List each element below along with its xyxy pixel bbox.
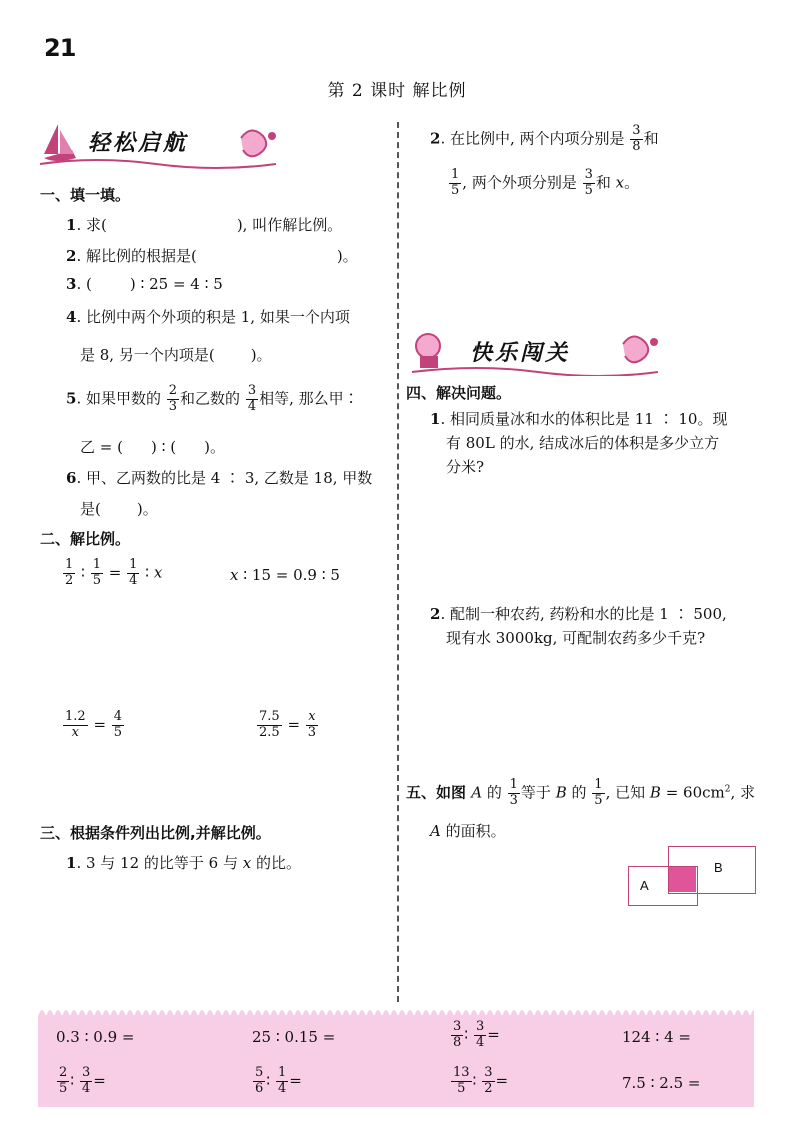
calc-7: $\frac{13}{5}$ ∶ $\frac{3}{2}$ = <box>453 1065 509 1096</box>
s3-q1: 1. 3 与 12 的比等于 6 与 x 的比。 <box>66 854 302 872</box>
s2-eq1: $\frac{1}{2}$ ∶ $\frac{1}{5}$ = $\frac{1}{4}$ ∶ x <box>65 557 163 588</box>
s1-q3: 3. ( ) ∶ 25 = 4 ∶ 5 <box>66 275 223 293</box>
s5-line2: A 的面积。 <box>430 822 506 840</box>
s2-eq2: x ∶ 15 = 0.9 ∶ 5 <box>230 566 340 584</box>
fraction: $\frac{2}{3}$ <box>168 383 178 414</box>
calc-1: 0.3 ∶ 0.9 = <box>56 1028 135 1046</box>
s4-q1-line3: 分米? <box>446 458 485 476</box>
calc-6: $\frac{5}{6}$ ∶ $\frac{1}{4}$ = <box>255 1065 302 1096</box>
s1-q4-line1: 4. 比例中两个外项的积是 1, 如果一个内项 <box>66 308 350 326</box>
label-b: B <box>714 860 723 875</box>
s5-line1: 五、如图 A 的 $\frac{1}{3}$ 等于 B 的 $\frac{1}{5}$ , 已知 $B = 60cm^2$, 求 <box>406 777 756 808</box>
calc-3: $\frac{3}{8}$ ∶ $\frac{3}{4}$ = <box>453 1019 500 1050</box>
s1-q5-line1: 5. 如果甲数的 $\frac{2}{3}$ 和乙数的 $\frac{3}{4}$ 相等, 那么甲∶ <box>66 383 359 414</box>
fraction: $\frac{3}{4}$ <box>247 383 257 414</box>
s1-q6-line2: 是( )。 <box>80 500 158 518</box>
s4-q1-line1: 1. 相同质量冰和水的体积比是 11 ∶ 10。现 <box>430 410 728 428</box>
s4-q2-line2: 现有水 3000kg, 可配制农药多少千克? <box>446 629 706 647</box>
s1-q2: 2. 解比例的根据是( )。 <box>66 247 358 265</box>
s4-q1-line2: 有 80L 的水, 结成冰后的体积是多少立方 <box>446 434 720 452</box>
calc-4: 124 ∶ 4 = <box>622 1028 691 1046</box>
banner-kuaile-title: 快乐闯关 <box>470 341 571 366</box>
s1-q5-line2: 乙 = ( ) ∶ ( )。 <box>80 438 225 456</box>
s3-q2-line1: 2. 在比例中, 两个内项分别是 $\frac{3}{8}$ 和 <box>430 123 659 154</box>
banner-kuaile <box>408 326 668 376</box>
calc-5: $\frac{2}{5}$ ∶ $\frac{3}{4}$ = <box>59 1065 106 1096</box>
label-a: A <box>640 878 649 893</box>
lesson-title: 第 2 课时 解比例 <box>327 81 467 101</box>
calc-2: 25 ∶ 0.15 = <box>252 1028 336 1046</box>
section-3-title: 三、根据条件列出比例,并解比例。 <box>40 824 271 842</box>
rectangle-b <box>668 846 756 894</box>
page-number: 21 <box>44 34 76 62</box>
s4-q2-line1: 2. 配制一种农药, 药粉和水的比是 1 ∶ 500, <box>430 605 727 623</box>
s2-eq3: $\frac{1.2}{x}$ = $\frac{4}{5}$ <box>65 709 123 740</box>
s2-eq4: $\frac{7.5}{2.5}$ = $\frac{x}{3}$ <box>259 709 317 740</box>
s1-q4-line2: 是 8, 另一个内项是( )。 <box>80 346 272 364</box>
section-4-title: 四、解决问题。 <box>406 384 512 402</box>
s1-q1: 1. 求( ), 叫作解比例。 <box>66 216 343 234</box>
section-1-title: 一、填一填。 <box>40 186 131 204</box>
s1-q6-line1: 6. 甲、乙两数的比是 4 ∶ 3, 乙数是 18, 甲数 <box>66 469 373 487</box>
banner-qingsong-title: 轻松启航 <box>88 131 189 156</box>
s3-q2-line2: $\frac{1}{5}$ , 两个外项分别是 $\frac{3}{5}$ 和 x。 <box>451 167 640 198</box>
section-2-title: 二、解比例。 <box>40 530 131 548</box>
column-divider <box>397 122 399 1002</box>
banner-qingsong <box>36 120 286 170</box>
calc-8: 7.5 ∶ 2.5 = <box>622 1074 701 1092</box>
